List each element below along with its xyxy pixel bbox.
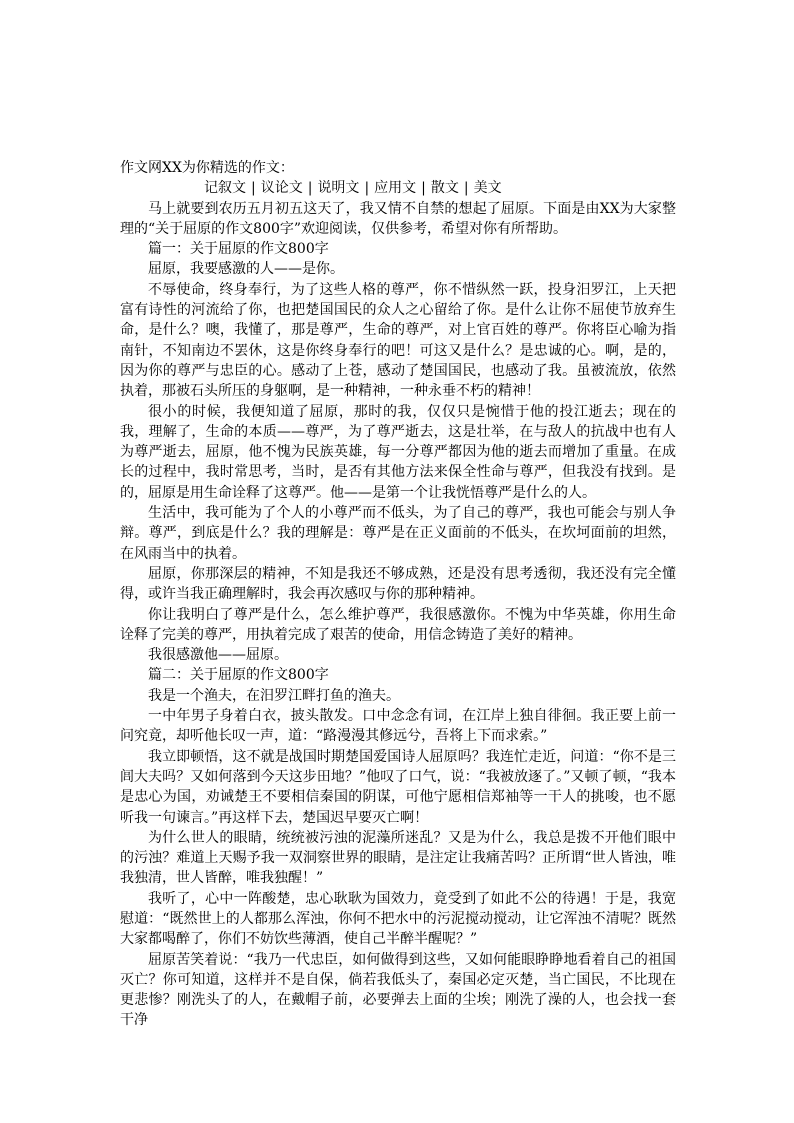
paragraph: 一中年男子身着白衣，披头散发。口中念念有词，在江岸上独自徘徊。我正要上前一问究竟，却听他长叹一声，道：“路漫漫其修远兮，吾将上下而求索。” [120, 708, 676, 745]
section-heading-1: 篇一：关于屈原的作文800字 [148, 241, 329, 258]
nav-separator: | [421, 180, 426, 197]
paragraph: 为什么世人的眼睛，统统被污浊的泥藻所迷乱？又是为什么，我总是拨不开他们眼中的污浊？难道上天赐予我一双洞察世界的眼睛，是注定让我痛苦吗？正所谓“世人皆浊，唯我独清，世人皆醉，唯我独醒！” [120, 829, 676, 887]
nav-item-prose[interactable]: 散文 [430, 180, 459, 197]
paragraph: 你让我明白了尊严是什么，怎么维护尊严，我很感激你。不愧为中华英雄，你用生命诠释了完美的尊严，用执着完成了艰苦的使命，用信念铸造了美好的精神。 [120, 606, 676, 643]
nav-separator: | [307, 180, 313, 197]
nav-item-fine-writing[interactable]: 美文 [473, 180, 502, 197]
category-nav [120, 178, 676, 198]
paragraph: 生活中，我可能为了个人的小尊严而不低头，为了自己的尊严，我也可能会与别人争辩。尊严，到底是什么？我的理解是：尊严是在正义面前的不低头，在坎坷面前的坦然，在风雨当中的执着。 [120, 505, 676, 562]
paragraph: 我听了，心中一阵酸楚，忠心耿耿为国效力，竟受到了如此不公的待遇！于是，我宽慰道：“既然世上的人都那么浑浊，你何不把水中的污泥搅动搅动，让它浑浊不清呢？既然大家都喝醉了，你们不妨饮些薄酒，使自己半醉半醒呢？” [120, 890, 676, 948]
nav-item-expository[interactable]: 说明文 [317, 180, 360, 197]
nav-separator: | [251, 180, 256, 197]
paragraph: 屈原苦笑着说：“我乃一代忠臣，如何做得到这些，又如何能眼睁睁地看着自己的祖国灭亡？你可知道，这样并不是自保，倘若我低头了，秦国必定灭楚，当亡国民，不比现在更悲惨？刚洗头了的人，在戴帽子前，必要弹去上面的尘埃；刚洗了澡的人，也会找一套干净 [120, 951, 676, 1029]
section-heading-2: 篇二：关于屈原的作文800字 [148, 667, 329, 684]
nav-item-argumentative[interactable]: 议论文 [260, 180, 303, 197]
paragraph-intro: 马上就要到农历五月初五这天了，我又情不自禁的想起了屈原。下面是由XX为大家整理的“关于屈原的作文800字”欢迎阅读，仅供参考，希望对你有所帮助。 [120, 200, 676, 237]
paragraph: 很小的时候，我便知道了屈原，那时的我，仅仅只是惋惜于他的投江逝去；现在的我，理解了，生命的本质——尊严，为了尊严逝去，这是壮举，在与敌人的抗战中也有人为尊严逝去，屈原，他不愧为民族英雄，每一分尊严都因为他的逝去而增加了重量。在成长的过程中，我时常思考，当时，是否有其他方法来保全性命与尊严，但我没有找到。是的，屈原是用生命诠释了这尊严。他——是第一个让我恍悟尊严是什么的人。 [120, 403, 676, 501]
paragraph: 我很感激他——屈原。 [148, 647, 288, 664]
paragraph: 不辱使命，终身奉行，为了这些人格的尊严，你不惜纵然一跃，投身汨罗江，上天把富有诗性的河流给了你，也把楚国国民的众人之心留给了你。是什么让你不屈使节放弃生命，是什么？噢，我懂了，那是尊严，生命的尊严，对上官百姓的尊严。你将臣心喻为指南针，不知南边不罢休，这是你终身奉行的吧！可这又是什么？是忠诚的心。啊，是的，因为你的尊严与忠臣的心。感动了上苍，感动了楚国国民，也感动了我。虽被流放，依然执着，那被石头所压的身躯啊，是一种精神，一种永垂不朽的精神！ [120, 281, 676, 400]
nav-item-practical[interactable]: 应用文 [374, 180, 417, 197]
nav-separator: | [364, 180, 370, 197]
document-body [120, 158, 676, 1031]
paragraph: 屈原，你那深层的精神，不知是我还不够成熟，还是没有思考透彻，我还没有完全懂得，或许当我正确理解时，我会再次感叹与你的那种精神。 [120, 565, 676, 603]
intro-line: 作文网XX为你精选的作文： [120, 160, 294, 176]
nav-item-narrative[interactable]: 记叙文 [204, 180, 246, 197]
paragraph: 屈原，我要感激的人——是你。 [148, 261, 344, 278]
paragraph: 我是一个渔夫，在汨罗江畔打鱼的渔夫。 [148, 687, 400, 704]
nav-separator: | [463, 180, 469, 197]
paragraph: 我立即顿悟，这不就是战国时期楚国爱国诗人屈原吗？我连忙走近，问道：“你不是三闾大夫吗？又如何落到今天这步田地？”他叹了口气，说：“我被放逐了。”又顿了顿，“我本是忠心为国，劝诫楚王不要相信秦国的阴谋，可他宁愿相信郑袖等一干人的挑唆，也不愿听我一句谏言。”再这样下去，楚国迟早要灭亡啊！ [120, 748, 676, 826]
